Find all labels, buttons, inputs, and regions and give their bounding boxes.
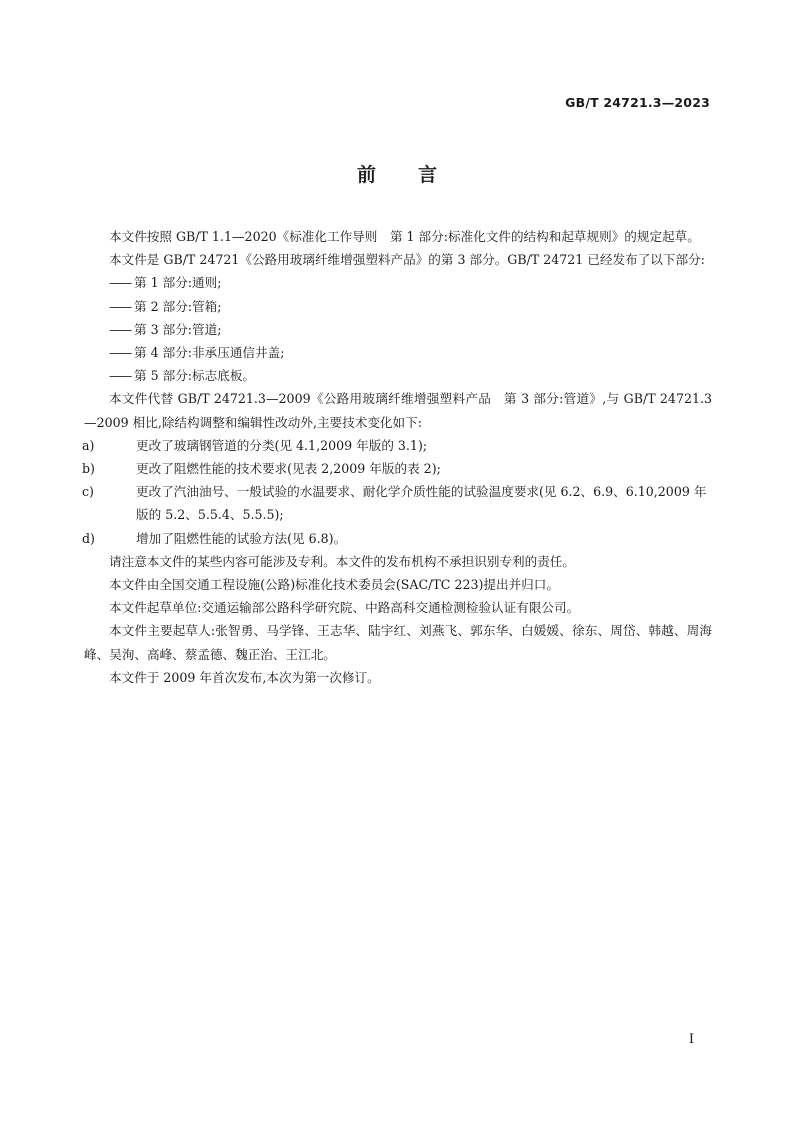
paragraph-drafting-rules: 本文件按照 GB/T 1.1—2020《标准化工作导则 第 1 部分:标准化文件的结构和起草规则》的规定起草。 — [109, 229, 700, 244]
foreword-body — [84, 225, 712, 689]
paragraph-drafting-units: 本文件起草单位:交通运输部公路科学研究院、中路高科交通检测检验认证有限公司。 — [109, 600, 580, 616]
list-item-change: b) 更改了阻燃性能的技术要求(见表 2,2009 年版的表 2); — [82, 461, 441, 477]
list-item-change: d) 增加了阻燃性能的试验方法(见 6.8)。 — [82, 530, 347, 546]
list-item-part: —— 第 4 部分:非承压通信井盖; — [109, 345, 285, 361]
paragraph-drafters: 本文件主要起草人:张智勇、马学锋、王志华、陆宇红、刘燕飞、郭东华、白媛媛、徐东、周岱、韩越、周海峰、吴洵、高峰、蔡孟德、魏正治、王江北。 — [84, 623, 712, 662]
list-item-part: —— 第 5 部分:标志底板。 — [109, 368, 256, 384]
paragraph-proposer: 本文件由全国交通工程设施(公路)标准化技术委员会(SAC/TC 223)提出并归口。 — [109, 577, 559, 593]
paragraph-series-info: 本文件是 GB/T 24721《公路用玻璃纤维增强塑料产品》的第 3 部分。GB/T 24721 已经发布了以下部分: — [109, 252, 705, 268]
paragraph-patent-notice: 请注意本文件的某些内容可能涉及专利。本文件的发布机构不承担识别专利的责任。 — [109, 553, 575, 569]
page-title — [0, 160, 794, 187]
list-item-part: —— 第 2 部分:管箱; — [109, 298, 222, 314]
list-item-change: c) 更改了汽油油号、一般试验的水温要求、耐化学介质性能的试验温度要求(见 6.2、6.9、6.10,2009 年版的 5.2、5.5.4、5.5.5); — [82, 484, 707, 523]
paragraph-replacement: 本文件代替 GB/T 24721.3—2009《公路用玻璃纤维增强塑料产品 第 3 部分:管道》,与 GB/T 24721.3—2009 相比,除结构调整和编辑性改动外,主要技术变化如下: — [84, 391, 712, 430]
page-number: I — [688, 1032, 694, 1047]
title-char-1: 前 — [356, 164, 376, 186]
standard-number: GB/T 24721.3—2023 — [565, 95, 710, 110]
title-char-2: 言 — [418, 164, 438, 186]
paragraph-history: 本文件于 2009 年首次发布,本次为第一次修订。 — [109, 669, 380, 685]
list-item-part: —— 第 3 部分:管道; — [109, 321, 222, 337]
list-item-change: a) 更改了玻璃钢管道的分类(见 4.1,2009 年版的 3.1); — [82, 437, 428, 453]
list-item-part: —— 第 1 部分:通则; — [109, 275, 222, 291]
